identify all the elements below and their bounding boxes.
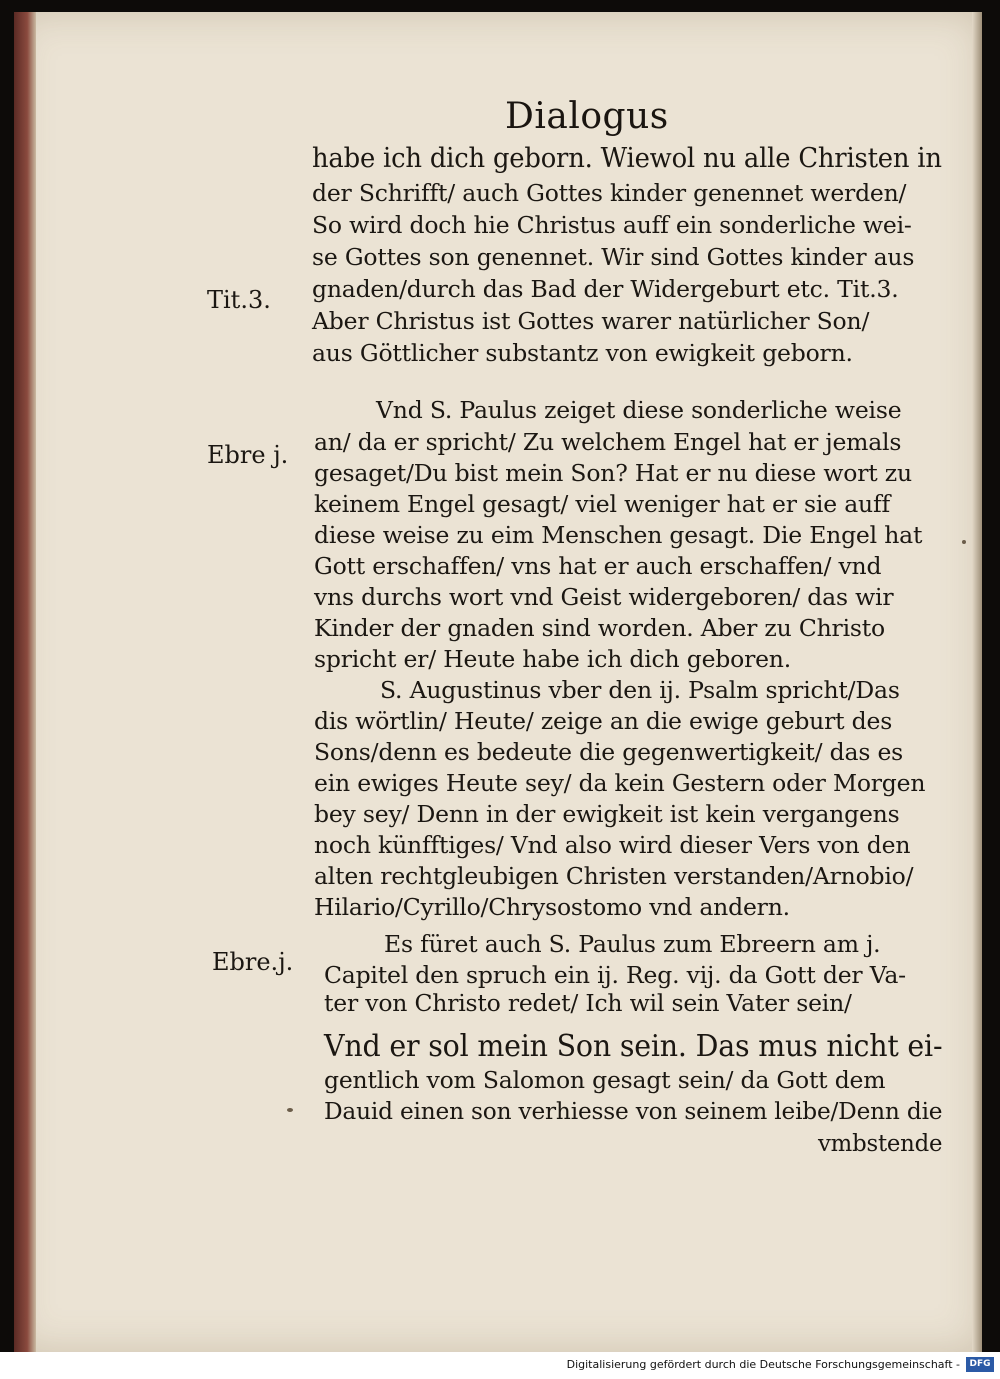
text-line: an/ da er spricht/ Zu welchem Engel hat er jemals — [314, 428, 902, 456]
margin-note-tit3: Tit.3. — [207, 286, 271, 314]
text-line: bey sey/ Denn in der ewigkeit ist kein vergangens — [314, 800, 900, 828]
text-line: gentlich vom Salomon gesagt sein/ da Gott dem — [324, 1066, 886, 1094]
margin-note-ebre-1: Ebre j. — [207, 441, 289, 469]
text-line: Vnd er sol mein Son sein. Das mus nicht ei- — [324, 1029, 943, 1064]
text-line: gesaget/Du bist mein Son? Hat er nu diese wort zu — [314, 459, 912, 487]
text-line: vns durchs wort vnd Geist widergeboren/ das wir — [314, 583, 894, 611]
footer-credit: Digitalisierung gefördert durch die Deutsche Forschungsgemeinschaft - — [566, 1358, 960, 1371]
paper-speck — [287, 1108, 293, 1112]
book-spine — [14, 12, 36, 1352]
text-line: dis wörtlin/ Heute/ zeige an die ewige geburt des — [314, 707, 893, 735]
text-line: ter von Christo redet/ Ich wil sein Vater sein/ — [324, 989, 852, 1017]
text-line: habe ich dich geborn. Wiewol nu alle Christen in — [312, 143, 942, 174]
page-edge — [972, 12, 982, 1352]
catchword: vmbstende — [818, 1129, 943, 1157]
text-line: se Gottes son genennet. Wir sind Gottes kinder aus — [312, 243, 915, 271]
text-line: alten rechtgleubigen Christen verstanden/Arnobio/ — [314, 862, 914, 890]
paper-speck — [962, 540, 966, 544]
text-line: Aber Christus ist Gottes warer natürlicher Son/ — [312, 307, 870, 335]
dfg-logo: DFG — [966, 1357, 994, 1372]
text-line: Hilario/Cyrillo/Chrysostomo vnd andern. — [314, 893, 790, 921]
text-line: keinem Engel gesagt/ viel weniger hat er sie auff — [314, 490, 890, 518]
text-line: So wird doch hie Christus auff ein sonderliche wei- — [312, 211, 912, 239]
text-line: Gott erschaffen/ vns hat er auch erschaffen/ vnd — [314, 552, 882, 580]
text-line: diese weise zu eim Menschen gesagt. Die Engel hat — [314, 521, 923, 549]
text-line: Capitel den spruch ein ij. Reg. vij. da Gott der Va- — [324, 961, 906, 989]
text-line: der Schrifft/ auch Gottes kinder genennet werden/ — [312, 179, 907, 207]
text-line: spricht er/ Heute habe ich dich geboren. — [314, 645, 792, 673]
text-line: Sons/denn es bedeute die gegenwertigkeit/ das es — [314, 738, 904, 766]
text-line: Vnd S. Paulus zeiget diese sonderliche weise — [376, 396, 902, 424]
text-line: noch künfftiges/ Vnd also wird dieser Vers von den — [314, 831, 911, 859]
margin-note-ebre-2: Ebre.j. — [212, 948, 294, 976]
text-line: S. Augustinus vber den ij. Psalm spricht/Das — [380, 676, 900, 704]
footer-bar — [0, 1352, 1000, 1379]
text-line: ein ewiges Heute sey/ da kein Gestern oder Morgen — [314, 769, 926, 797]
text-line: Kinder der gnaden sind worden. Aber zu Christo — [314, 614, 885, 642]
text-line: Es füret auch S. Paulus zum Ebreern am j. — [384, 930, 881, 958]
text-line: gnaden/durch das Bad der Widergeburt etc. Tit.3. — [312, 275, 899, 303]
text-line: Dauid einen son verhiesse von seinem leibe/Denn die — [324, 1097, 943, 1125]
page-header: Dialogus — [505, 96, 669, 137]
text-line: aus Göttlicher substantz von ewigkeit geborn. — [312, 339, 853, 367]
